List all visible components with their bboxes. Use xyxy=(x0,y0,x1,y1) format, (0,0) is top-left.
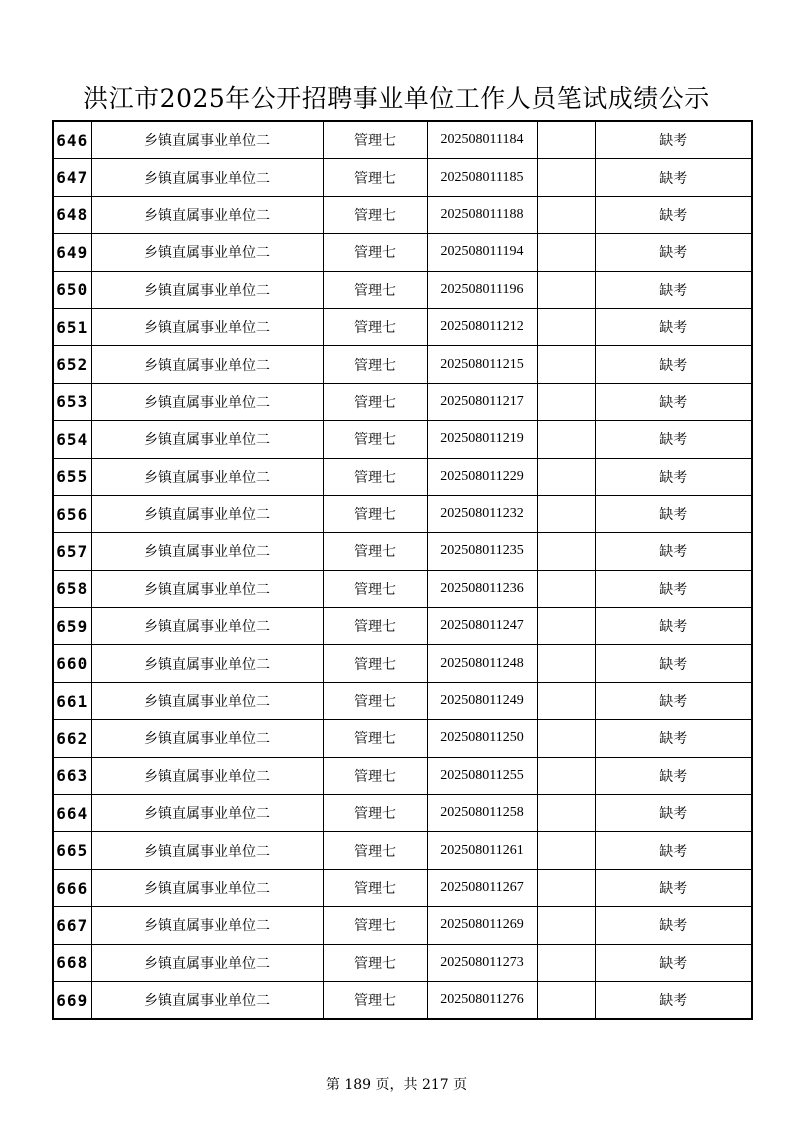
row-number: 652 xyxy=(53,346,91,383)
ticket-number: 202508011217 xyxy=(427,383,537,420)
position-name: 管理七 xyxy=(323,421,427,458)
position-name: 管理七 xyxy=(323,271,427,308)
position-name: 管理七 xyxy=(323,121,427,159)
row-number: 664 xyxy=(53,795,91,832)
status-remark: 缺考 xyxy=(595,832,752,869)
status-remark: 缺考 xyxy=(595,944,752,981)
ticket-number: 202508011255 xyxy=(427,757,537,794)
status-remark: 缺考 xyxy=(595,159,752,196)
row-number: 650 xyxy=(53,271,91,308)
unit-name: 乡镇直属事业单位二 xyxy=(91,795,323,832)
row-number: 647 xyxy=(53,159,91,196)
position-name: 管理七 xyxy=(323,458,427,495)
written-score xyxy=(537,832,595,869)
table-row xyxy=(53,458,752,495)
table-row xyxy=(53,981,752,1019)
table-row xyxy=(53,645,752,682)
written-score xyxy=(537,869,595,906)
row-number: 659 xyxy=(53,608,91,645)
ticket-number: 202508011258 xyxy=(427,795,537,832)
table-row xyxy=(53,234,752,271)
written-score xyxy=(537,458,595,495)
status-remark: 缺考 xyxy=(595,757,752,794)
unit-name: 乡镇直属事业单位二 xyxy=(91,495,323,532)
row-number: 669 xyxy=(53,981,91,1019)
row-number: 666 xyxy=(53,869,91,906)
ticket-number: 202508011250 xyxy=(427,720,537,757)
table-row xyxy=(53,682,752,719)
written-score xyxy=(537,234,595,271)
status-remark: 缺考 xyxy=(595,869,752,906)
ticket-number: 202508011188 xyxy=(427,196,537,233)
ticket-number: 202508011261 xyxy=(427,832,537,869)
position-name: 管理七 xyxy=(323,533,427,570)
table-row xyxy=(53,383,752,420)
status-remark: 缺考 xyxy=(595,421,752,458)
row-number: 668 xyxy=(53,944,91,981)
table-row xyxy=(53,757,752,794)
unit-name: 乡镇直属事业单位二 xyxy=(91,346,323,383)
written-score xyxy=(537,757,595,794)
unit-name: 乡镇直属事业单位二 xyxy=(91,421,323,458)
unit-name: 乡镇直属事业单位二 xyxy=(91,869,323,906)
unit-name: 乡镇直属事业单位二 xyxy=(91,757,323,794)
score-table xyxy=(52,120,753,1020)
table-row xyxy=(53,533,752,570)
position-name: 管理七 xyxy=(323,383,427,420)
written-score xyxy=(537,720,595,757)
position-name: 管理七 xyxy=(323,608,427,645)
score-table-body xyxy=(53,121,752,1019)
row-number: 656 xyxy=(53,495,91,532)
unit-name: 乡镇直属事业单位二 xyxy=(91,981,323,1019)
position-name: 管理七 xyxy=(323,308,427,345)
position-name: 管理七 xyxy=(323,757,427,794)
written-score xyxy=(537,944,595,981)
row-number: 663 xyxy=(53,757,91,794)
ticket-number: 202508011248 xyxy=(427,645,537,682)
written-score xyxy=(537,645,595,682)
ticket-number: 202508011267 xyxy=(427,869,537,906)
status-remark: 缺考 xyxy=(595,682,752,719)
position-name: 管理七 xyxy=(323,159,427,196)
table-row xyxy=(53,720,752,757)
row-number: 646 xyxy=(53,121,91,159)
ticket-number: 202508011276 xyxy=(427,981,537,1019)
ticket-number: 202508011235 xyxy=(427,533,537,570)
written-score xyxy=(537,795,595,832)
position-name: 管理七 xyxy=(323,832,427,869)
ticket-number: 202508011184 xyxy=(427,121,537,159)
ticket-number: 202508011273 xyxy=(427,944,537,981)
table-row xyxy=(53,869,752,906)
position-name: 管理七 xyxy=(323,346,427,383)
row-number: 653 xyxy=(53,383,91,420)
row-number: 649 xyxy=(53,234,91,271)
row-number: 660 xyxy=(53,645,91,682)
position-name: 管理七 xyxy=(323,682,427,719)
unit-name: 乡镇直属事业单位二 xyxy=(91,533,323,570)
position-name: 管理七 xyxy=(323,196,427,233)
written-score xyxy=(537,981,595,1019)
ticket-number: 202508011194 xyxy=(427,234,537,271)
status-remark: 缺考 xyxy=(595,234,752,271)
written-score xyxy=(537,196,595,233)
position-name: 管理七 xyxy=(323,981,427,1019)
unit-name: 乡镇直属事业单位二 xyxy=(91,832,323,869)
position-name: 管理七 xyxy=(323,495,427,532)
unit-name: 乡镇直属事业单位二 xyxy=(91,682,323,719)
status-remark: 缺考 xyxy=(595,495,752,532)
row-number: 658 xyxy=(53,570,91,607)
ticket-number: 202508011232 xyxy=(427,495,537,532)
written-score xyxy=(537,608,595,645)
status-remark: 缺考 xyxy=(595,608,752,645)
page-title: 洪江市2025年公开招聘事业单位工作人员笔试成绩公示 xyxy=(83,84,710,113)
written-score xyxy=(537,682,595,719)
position-name: 管理七 xyxy=(323,795,427,832)
table-row xyxy=(53,495,752,532)
row-number: 662 xyxy=(53,720,91,757)
table-row xyxy=(53,944,752,981)
written-score xyxy=(537,159,595,196)
position-name: 管理七 xyxy=(323,720,427,757)
written-score xyxy=(537,570,595,607)
position-name: 管理七 xyxy=(323,234,427,271)
unit-name: 乡镇直属事业单位二 xyxy=(91,570,323,607)
status-remark: 缺考 xyxy=(595,383,752,420)
written-score xyxy=(537,271,595,308)
written-score xyxy=(537,495,595,532)
ticket-number: 202508011247 xyxy=(427,608,537,645)
row-number: 657 xyxy=(53,533,91,570)
ticket-number: 202508011212 xyxy=(427,308,537,345)
unit-name: 乡镇直属事业单位二 xyxy=(91,608,323,645)
status-remark: 缺考 xyxy=(595,121,752,159)
ticket-number: 202508011249 xyxy=(427,682,537,719)
row-number: 648 xyxy=(53,196,91,233)
ticket-number: 202508011269 xyxy=(427,907,537,944)
unit-name: 乡镇直属事业单位二 xyxy=(91,121,323,159)
row-number: 655 xyxy=(53,458,91,495)
table-row xyxy=(53,196,752,233)
unit-name: 乡镇直属事业单位二 xyxy=(91,159,323,196)
status-remark: 缺考 xyxy=(595,795,752,832)
status-remark: 缺考 xyxy=(595,533,752,570)
written-score xyxy=(537,383,595,420)
written-score xyxy=(537,121,595,159)
ticket-number: 202508011215 xyxy=(427,346,537,383)
written-score xyxy=(537,421,595,458)
unit-name: 乡镇直属事业单位二 xyxy=(91,308,323,345)
row-number: 654 xyxy=(53,421,91,458)
ticket-number: 202508011229 xyxy=(427,458,537,495)
written-score xyxy=(537,907,595,944)
status-remark: 缺考 xyxy=(595,720,752,757)
written-score xyxy=(537,533,595,570)
status-remark: 缺考 xyxy=(595,570,752,607)
row-number: 661 xyxy=(53,682,91,719)
unit-name: 乡镇直属事业单位二 xyxy=(91,234,323,271)
row-number: 667 xyxy=(53,907,91,944)
table-row xyxy=(53,907,752,944)
status-remark: 缺考 xyxy=(595,981,752,1019)
position-name: 管理七 xyxy=(323,869,427,906)
table-row xyxy=(53,832,752,869)
status-remark: 缺考 xyxy=(595,645,752,682)
unit-name: 乡镇直属事业单位二 xyxy=(91,645,323,682)
unit-name: 乡镇直属事业单位二 xyxy=(91,383,323,420)
ticket-number: 202508011185 xyxy=(427,159,537,196)
ticket-number: 202508011236 xyxy=(427,570,537,607)
table-row xyxy=(53,346,752,383)
unit-name: 乡镇直属事业单位二 xyxy=(91,196,323,233)
position-name: 管理七 xyxy=(323,944,427,981)
unit-name: 乡镇直属事业单位二 xyxy=(91,720,323,757)
table-row xyxy=(53,608,752,645)
position-name: 管理七 xyxy=(323,645,427,682)
status-remark: 缺考 xyxy=(595,907,752,944)
row-number: 665 xyxy=(53,832,91,869)
table-row xyxy=(53,308,752,345)
table-row xyxy=(53,271,752,308)
written-score xyxy=(537,346,595,383)
table-row xyxy=(53,159,752,196)
table-row xyxy=(53,795,752,832)
status-remark: 缺考 xyxy=(595,196,752,233)
unit-name: 乡镇直属事业单位二 xyxy=(91,944,323,981)
written-score xyxy=(537,308,595,345)
unit-name: 乡镇直属事业单位二 xyxy=(91,458,323,495)
status-remark: 缺考 xyxy=(595,458,752,495)
position-name: 管理七 xyxy=(323,570,427,607)
position-name: 管理七 xyxy=(323,907,427,944)
unit-name: 乡镇直属事业单位二 xyxy=(91,907,323,944)
ticket-number: 202508011219 xyxy=(427,421,537,458)
row-number: 651 xyxy=(53,308,91,345)
table-row xyxy=(53,570,752,607)
table-row xyxy=(53,421,752,458)
table-row xyxy=(53,121,752,159)
ticket-number: 202508011196 xyxy=(427,271,537,308)
status-remark: 缺考 xyxy=(595,308,752,345)
status-remark: 缺考 xyxy=(595,346,752,383)
status-remark: 缺考 xyxy=(595,271,752,308)
unit-name: 乡镇直属事业单位二 xyxy=(91,271,323,308)
page-footer: 第 189 页，共 217 页 xyxy=(325,1077,468,1093)
